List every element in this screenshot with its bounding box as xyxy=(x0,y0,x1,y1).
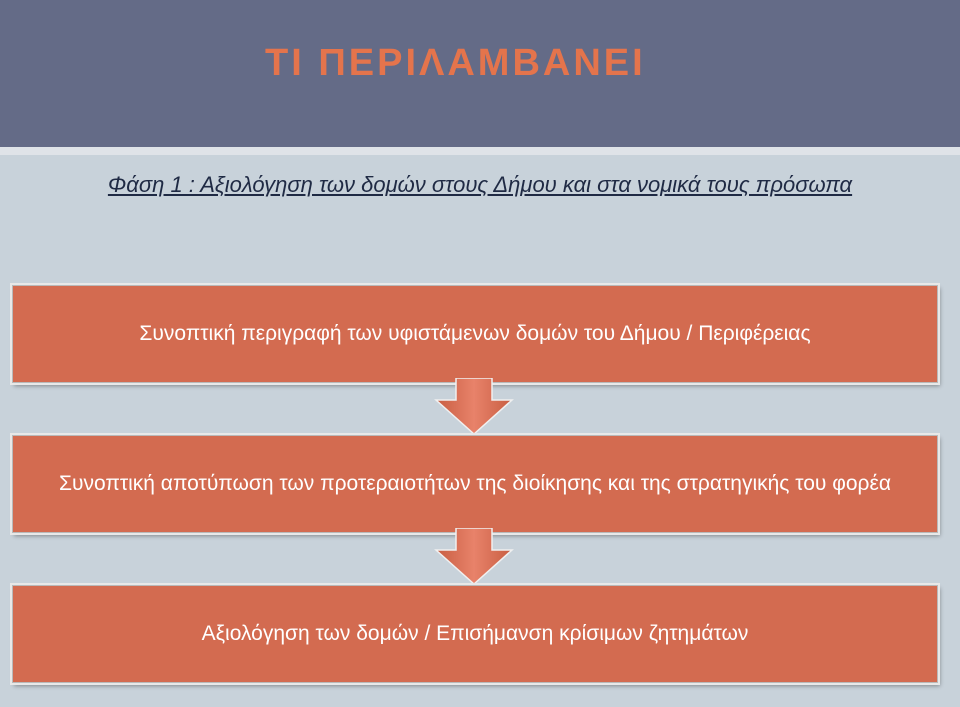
flow-step-3-text: Αξιολόγηση των δομών / Επισήμανση κρίσιμων ζητημάτων xyxy=(201,622,749,645)
flow-step-2 xyxy=(12,435,938,533)
flow-step-1-text: Συνοπτική περιγραφή των υφιστάμενων δομών του Δήμου / Περιφέρειας xyxy=(139,322,811,345)
down-arrow-icon xyxy=(434,378,514,436)
slide-title: ΤΙ ΠΕΡΙΛΑΜΒΑΝΕΙ xyxy=(265,42,646,84)
header-divider xyxy=(0,147,960,155)
flow-step-3 xyxy=(12,585,938,683)
phase-heading: Φάση 1 : Αξιολόγηση των δομών στους Δήμου και στα νομικά τους πρόσωπα xyxy=(107,172,853,197)
down-arrow-icon xyxy=(434,528,514,586)
flow-step-1 xyxy=(12,285,938,383)
flow-step-2-text: Συνοπτική αποτύπωση των προτεραιοτήτων της διοίκησης και της στρατηγικής του φορέα xyxy=(59,472,891,495)
